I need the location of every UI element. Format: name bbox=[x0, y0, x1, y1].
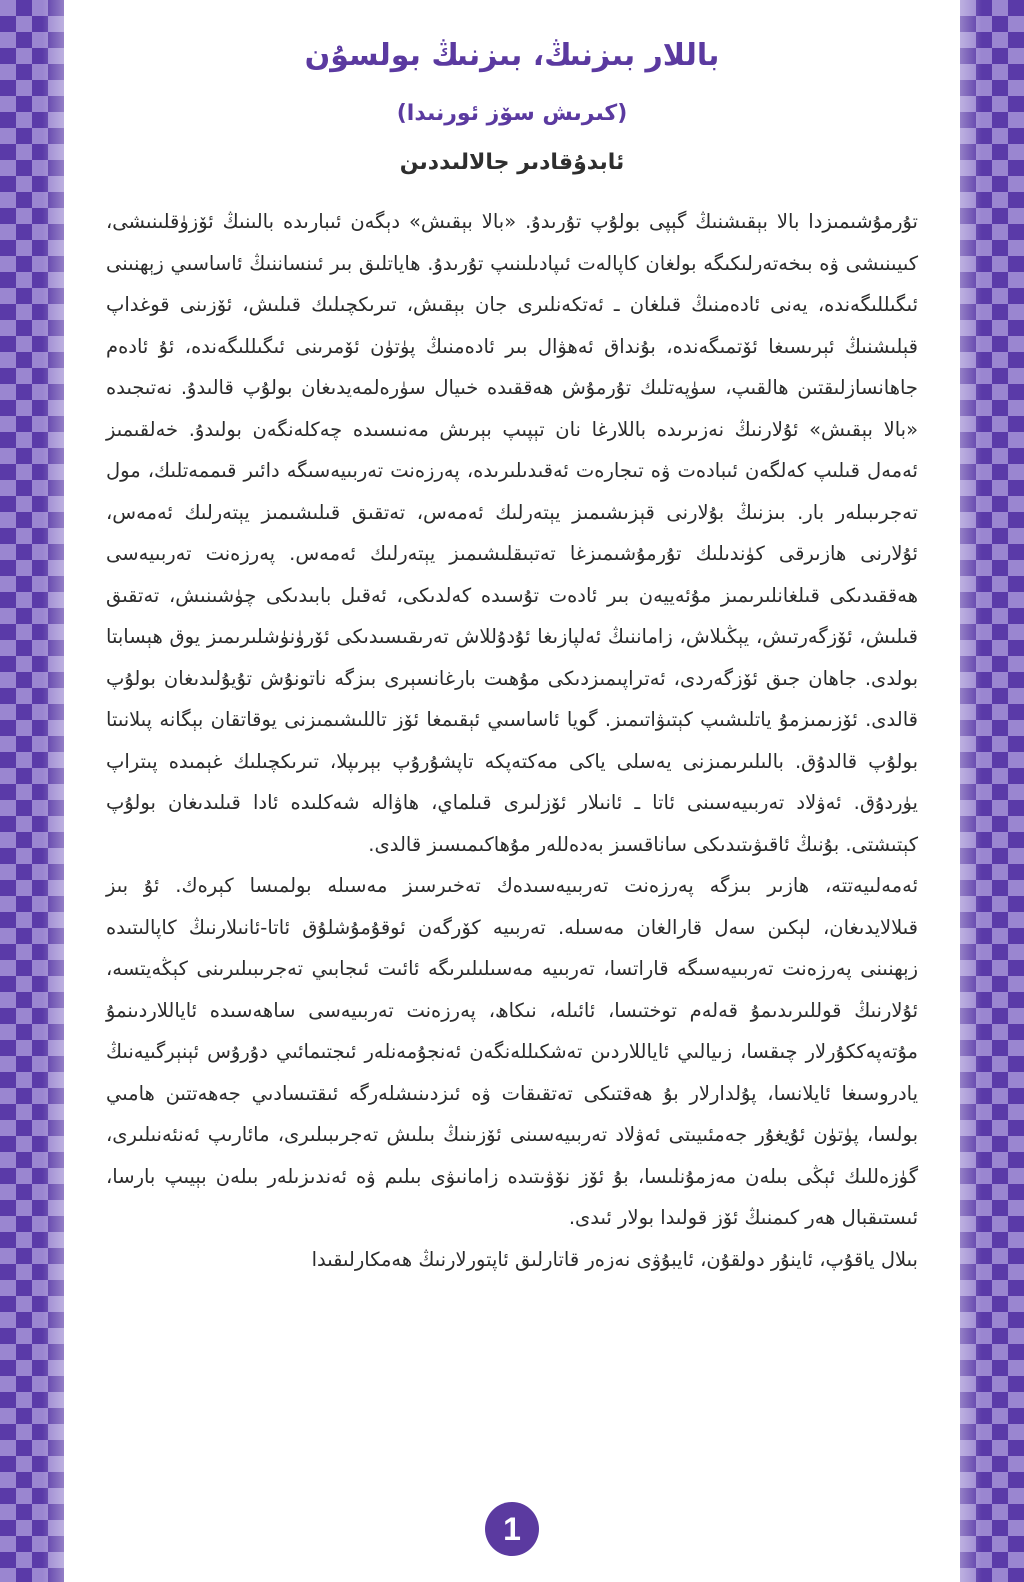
paragraph-2: ئەمەلىيەتتە، ھازىر بىزگە پەرزەنت تەربىيەسىدەك تەخىرسىز مەسىلە بولمىسا كېرەك. ئۇ بىز قىلالايدىغان، لېكىن سەل قارالغان مەسىلە. تەربىيە كۆرگەن ئوقۇمۇشلۇق ئاتا-ئانىلارنىڭ كاپالىتىدە زېھنىنى پەرزەنت تەربىيەسىگە قاراتسا، تەربىيە مەسىلىلىرىگە ئائىت ئىجابىي تەجرىبىلىرىنى كېڭەيتسە، ئۇلارنىڭ قوللىرىدىمۇ قەلەم توختىسا، ئائىلە، نىكاھ، پەرزەنت تەربىيەسى ساھەسىدە ئاياللاردىنمۇ مۇتەپەككۇرلار چىقسا، زىيالىي ئاياللاردىن تەشكىللەنگەن ئەنجۇمەنلەر ئىجتىمائىي دۇرۇس ئېنېرگىيەنىڭ يادروسىغا ئايلانسا، پۇلدارلار بۇ ھەقتىكى تەتقىقات ۋە ئىزدىنىشلەرگە ئىقتىسادىي جەھەتتىن ھامىي بولسا، پۈتۈن ئۇيغۇر جەمئىيىتى ئەۋلاد تەربىيەسىنى ئۆزىنىڭ بىلىش تەجرىبىلىرى، مائارىپ ئەنئەنىلىرى، گۈزەللىك ئېڭى بىلەن مەزمۇنلىسا، بۇ ئۆز نۆۋىتىدە زامانىۋى بىلىم ۋە ئەندىزىلەر بىلەن بېيىپ بارسا، ئىستىقبال ھەر كىمنىڭ ئۆز قولىدا بولار ئىدى. bbox=[106, 874, 918, 1229]
body-text bbox=[106, 201, 918, 1280]
left-checkered-border bbox=[0, 0, 64, 1582]
right-checkered-border bbox=[960, 0, 1024, 1582]
paragraph-3: بىلال ياقۇپ، ئاينۇر دولقۇن، ئايبۇۋى نەزەر قاتارلىق ئاپتورلارنىڭ ھەمكارلىقىدا bbox=[311, 1247, 918, 1271]
page-number-badge: 1 bbox=[485, 1502, 539, 1556]
author-name: ئابدۇقادىر جالالىددىن bbox=[399, 150, 625, 175]
page-title: باللار بىزنىڭ، بىزنىڭ بولسۇن bbox=[304, 38, 720, 73]
page-content bbox=[64, 0, 960, 1582]
page-subtitle: (كىرىش سۆز ئورنىدا) bbox=[396, 101, 628, 126]
paragraph-1: تۇرمۇشىمىزدا بالا بېقىشنىڭ گېپى بولۇپ تۇرىدۇ. «بالا بېقىش» دېگەن ئىبارىدە بالىنىڭ ئۆزۈقلىنىشى، كىيىنىشى ۋە بىخەتەرلىكىگە بولغان كاپالەت ئىپادىلىنىپ تۇرىدۇ. ھاياتلىق بىر ئىنساننىڭ ئاساسىي زېھنىنى ئىگىللىگەندە، يەنى ئادەمنىڭ قىلغان ـ ئەتكەنلىرى جان بېقىش، تىرىكچىلىك قىلىش، ئۆزىنى قوغداپ قېلىشنىڭ ئېرىسىغا ئۆتمىگەندە، بۇنداق ئەھۋال بىر ئادەمنىڭ پۈتۈن ئۆمرىنى ئىگىللىگەندە، ئۇ ئادەم جاھانسازلىقتىن ھالقىپ، سۈپەتلىك تۇرمۇش ھەققىدە خىيال سۈرەلمەيدىغان بولۇپ قالىدۇ. نەتىجىدە «بالا بېقىش» ئۇلارنىڭ نەزىرىدە باللارغا نان تېپىپ بېرىش مەنىسىدە چەكلەنگەن بولىدۇ. خەلقىمىز ئەمەل قىلىپ كەلگەن ئىبادەت ۋە تىجارەت ئەقىدىلىرىدە، پەرزەنت تەربىيەسىگە دائىر قىممەتلىك، مول تەجرىبىلەر بار. بىزنىڭ بۇلارنى قېزىشىمىز يېتەرلىك ئەمەس، تەتقىق قىلىشىمىز يېتەرلىك ئەمەس، ئۇلارنى ھازىرقى كۈندىلىك تۇرمۇشىمىزغا تەتبىقلىشىمىز يېتەرلىك ئەمەس. پەرزەنت تەربىيەسى ھەققىدىكى قىلغانلىرىمىز مۇئەييەن بىر ئادەت تۇسىدە كەلدىكى، ئەقىل بابىدىكى چۈشىنىش، تەتقىق قىلىش، ئۆزگەرتىش، يېڭىلاش، زاماننىڭ ئەلپازىغا ئۇدۇللاش تەرىقىسىدىكى ئۆرۈنۈشلىرىمىز يوق ھېسابتا بولدى. جاھان جىق ئۆزگەردى، ئەتراپىمىزدىكى مۇھىت بارغانسېرى بىزگە ناتونۇش تۇيۇلىدىغان بولۇپ قالدى. ئۆزىمىزمۇ ياتلىشىپ كېتىۋاتىمىز. گويا ئاساسىي ئېقىمغا ئۆز تاللىشىمىزنى يوقاتقان بېگانە پىلانىتا بولۇپ قالدۇق. بالىلىرىمىزنى يەسلى ياكى مەكتەپكە تاپشۇرۇپ بېرىپلا، تىرىكچىلىك غېمىدە پىتراپ يۈردۇق. ئەۋلاد تەربىيەسىنى ئاتا ـ ئانىلار ئۆزلىرى قىلماي، ھاۋالە شەكلىدە ئادا قىلىدىغان بولۇپ كېتىشتى. بۇنىڭ ئاقىۋىتىدىكى ساناقسىز بەدەللەر مۇھاكىمىسىز قالدى. bbox=[106, 210, 918, 856]
